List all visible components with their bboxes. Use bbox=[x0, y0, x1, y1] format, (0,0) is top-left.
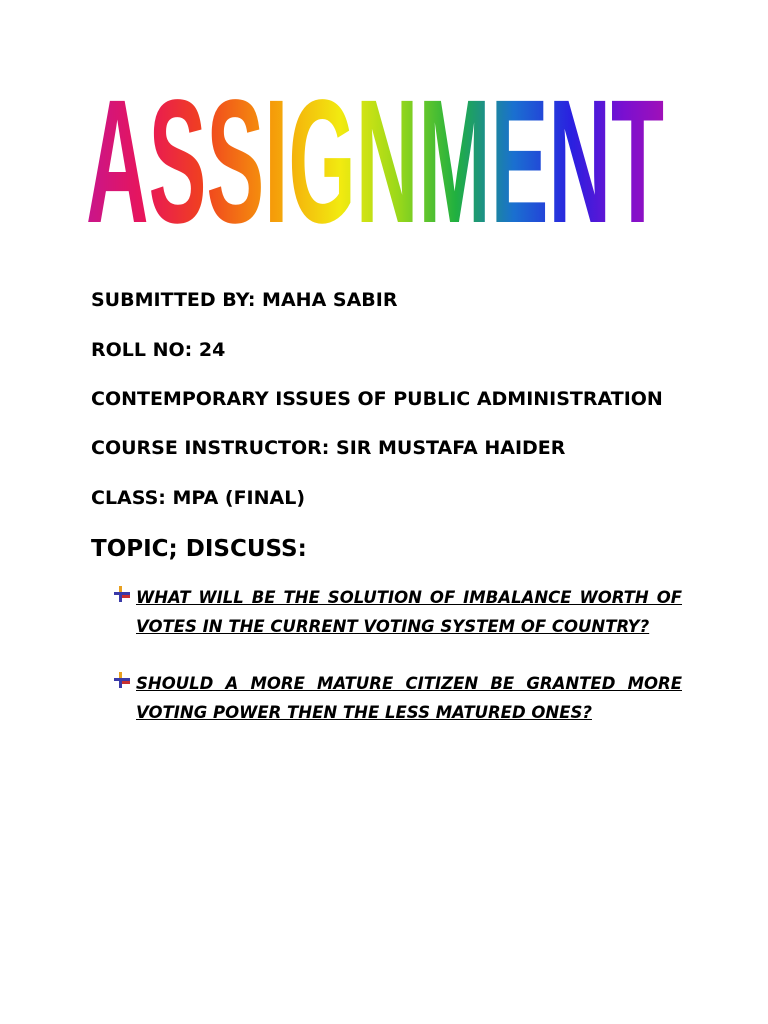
plus-bullet-icon bbox=[112, 671, 132, 689]
question-item-1 bbox=[112, 583, 682, 641]
course-title-line: CONTEMPORARY ISSUES OF PUBLIC ADMINISTRATION bbox=[91, 388, 663, 410]
submitted-by-line: SUBMITTED BY: MAHA SABIR bbox=[91, 289, 398, 311]
question-text: SHOULD A MORE MATURE CITIZEN BE GRANTED MORE VOTING POWER THEN THE LESS MATURED ONES? bbox=[136, 674, 682, 722]
question-item-2 bbox=[112, 669, 682, 727]
wordart-text: ASSIGNMENT bbox=[86, 86, 664, 236]
class-line: CLASS: MPA (FINAL) bbox=[91, 487, 306, 509]
plus-bullet-icon bbox=[112, 585, 132, 603]
assignment-wordart-title bbox=[86, 86, 666, 236]
question-text: WHAT WILL BE THE SOLUTION OF IMBALANCE WORTH OF VOTES IN THE CURRENT VOTING SYSTEM OF COUNTRY? bbox=[136, 588, 682, 636]
topic-heading: TOPIC; DISCUSS: bbox=[91, 536, 307, 562]
wordart-svg bbox=[86, 86, 666, 236]
roll-no-line: ROLL NO: 24 bbox=[91, 339, 226, 361]
course-instructor-line: COURSE INSTRUCTOR: SIR MUSTAFA HAIDER bbox=[91, 437, 566, 459]
